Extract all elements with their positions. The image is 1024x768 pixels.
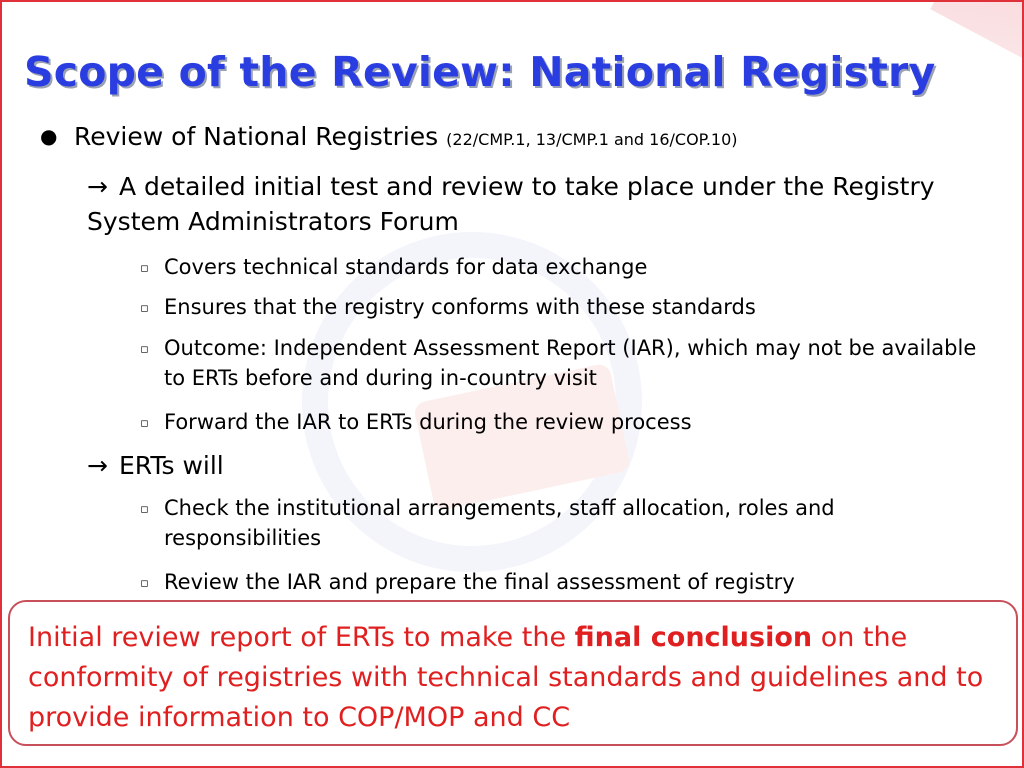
square-bullet-icon: ▫: [140, 502, 149, 517]
square-bullet-icon: ▫: [140, 576, 149, 591]
square-bullet-icon: ▫: [140, 342, 149, 357]
list-item-text: Check the institutional arrangements, staff allocation, roles and responsibilities: [164, 496, 835, 550]
sub-bullet-1-text: A detailed initial test and review to take place under the Registry System Administrators Forum: [87, 172, 935, 236]
callout-emphasis: final conclusion: [574, 622, 813, 653]
arrow-right-icon: →: [87, 451, 108, 480]
arrow-right-icon: →: [87, 172, 108, 201]
callout-text-end: on the conformity of registries with technical standards and guidelines and to provide information to COP/MOP and CC: [28, 622, 984, 733]
list-item: [140, 333, 990, 393]
list-item: [140, 493, 990, 553]
callout-text-start: Initial review report of ERTs to make the: [28, 622, 575, 653]
square-bullet-icon: ▫: [140, 301, 149, 316]
list-item: [140, 567, 990, 597]
sub-bullet-1: [87, 169, 967, 239]
list-item-text: Covers technical standards for data exchange: [164, 255, 648, 279]
list-item: [140, 407, 990, 437]
list-item: [140, 252, 990, 282]
list-item-text: Outcome: Independent Assessment Report (IAR), which may not be available to ERTs before and during in-country visit: [164, 336, 977, 390]
main-bullet: [40, 122, 738, 151]
list-item: [140, 292, 990, 322]
list-item-text: Review the IAR and prepare the final assessment of registry: [164, 570, 795, 594]
list-item-text: Forward the IAR to ERTs during the review process: [164, 410, 692, 434]
square-bullet-icon: ▫: [140, 416, 149, 431]
conclusion-callout: [8, 600, 1018, 746]
main-bullet-reference: (22/CMP.1, 13/CMP.1 and 16/COP.10): [446, 130, 738, 149]
slide-title: Scope of the Review: National Registry: [24, 48, 936, 96]
list-item-text: Ensures that the registry conforms with these standards: [164, 295, 756, 319]
bullet-dot-icon: ●: [40, 124, 58, 148]
sub-bullet-2: [87, 448, 967, 483]
square-bullet-icon: ▫: [140, 261, 149, 276]
sub-bullet-2-text: ERTs will: [119, 451, 224, 480]
main-bullet-text: Review of National Registries: [74, 122, 439, 151]
